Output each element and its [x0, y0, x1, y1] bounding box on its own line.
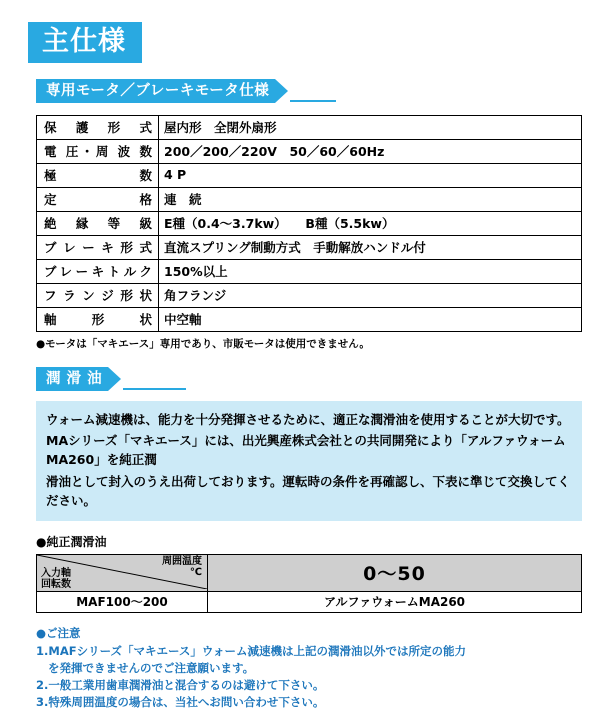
genuine-oil-table	[36, 554, 582, 613]
page-title-band	[28, 22, 142, 63]
spec-label: 絶 縁 等 級	[37, 211, 159, 235]
spec-value: 直流スプリング制動方式 手動解放ハンドル付	[159, 235, 582, 259]
table-row	[37, 235, 582, 259]
caution-list	[36, 643, 584, 712]
oil-table-ambient-temp-label: 周囲温度 ℃	[162, 555, 202, 578]
spec-value: 連 続	[159, 187, 582, 211]
spec-label: ブ レ ー キ 形 式	[37, 235, 159, 259]
spec-label: 定 格	[37, 187, 159, 211]
lubricant-paragraph: 滑油として封入のうえ出荷しております。運転時の条件を再確認し、下表に準じて交換してください。	[46, 473, 571, 509]
list-item	[36, 643, 584, 678]
oil-model-label: MAF100〜200	[37, 591, 208, 612]
motor-spec-footnote: ●モータは「マキエース」専用であり、市販モータは使用できません。	[36, 337, 370, 350]
table-row	[37, 187, 582, 211]
spec-value: E種（0.4〜3.7kw） B種（5.5kw）	[159, 211, 582, 235]
section-header-motor-spec	[36, 79, 336, 103]
section-header-lubricant-label: 潤 滑 油	[36, 367, 108, 391]
lubricant-description-box	[36, 401, 582, 521]
table-row	[37, 163, 582, 187]
section-header-rule	[290, 100, 336, 102]
spec-label: 軸 形 状	[37, 307, 159, 331]
caution-title: ●ご注意	[36, 625, 81, 640]
oil-table-input-speed-label: 入力軸 回転数	[41, 567, 71, 590]
spec-label: 電 圧・周 波 数	[37, 139, 159, 163]
caution-item-line1: 1.MAFシリーズ「マキエース」ウォーム減速機は上記の潤滑油以外では所定の能力	[36, 643, 466, 658]
oil-name-value: アルファウォームMA260	[208, 591, 582, 612]
spec-value: 角フランジ	[159, 283, 582, 307]
table-row	[37, 211, 582, 235]
oil-temperature-range: 0〜50	[208, 554, 582, 591]
table-row	[37, 115, 582, 139]
table-row	[37, 307, 582, 331]
section-header-arrow-icon	[108, 367, 121, 391]
oil-table-corner-header	[37, 554, 208, 591]
table-row	[37, 591, 582, 612]
section-header-arrow-icon	[275, 79, 288, 103]
spec-label: 保 護 形 式	[37, 115, 159, 139]
table-row	[37, 139, 582, 163]
page-title: 主仕様	[42, 26, 126, 57]
section-header-rule	[123, 388, 186, 390]
spec-value: 中空軸	[159, 307, 582, 331]
caution-item-line2: を発揮できませんのでご注意願います。	[48, 660, 255, 675]
table-row	[37, 283, 582, 307]
list-item	[36, 694, 584, 711]
section-header-lubricant	[36, 367, 186, 391]
genuine-oil-heading: ●純正潤滑油	[36, 534, 107, 549]
table-row	[37, 259, 582, 283]
lubricant-paragraph: ウォーム減速機は、能力を十分発揮させるために、適正な潤滑油を使用することが大切です。	[46, 411, 570, 427]
table-row	[37, 554, 582, 591]
caution-item-line1: 2.一般工業用歯車潤滑油と混合するのは避けて下さい。	[36, 678, 325, 693]
spec-label: ブレーキトルク	[37, 259, 159, 283]
spec-value: 150%以上	[159, 259, 582, 283]
spec-value: 4 P	[159, 163, 582, 187]
list-item	[36, 677, 584, 694]
motor-spec-table	[36, 115, 582, 332]
spec-value: 屋内形 全閉外扇形	[159, 115, 582, 139]
spec-value: 200／200／220V 50／60／60Hz	[159, 139, 582, 163]
lubricant-paragraph: MAシリーズ「マキエース」には、出光興産株式会社との共同開発により「アルファウォームMA260」を純正潤	[46, 433, 566, 468]
section-header-motor-spec-label: 専用モータ／ブレーキモータ仕様	[36, 79, 275, 103]
spec-label: フ ラ ン ジ 形 状	[37, 283, 159, 307]
caution-item-line1: 3.特殊周囲温度の場合は、当社へお問い合わせ下さい。	[36, 695, 325, 710]
spec-label: 極 数	[37, 163, 159, 187]
